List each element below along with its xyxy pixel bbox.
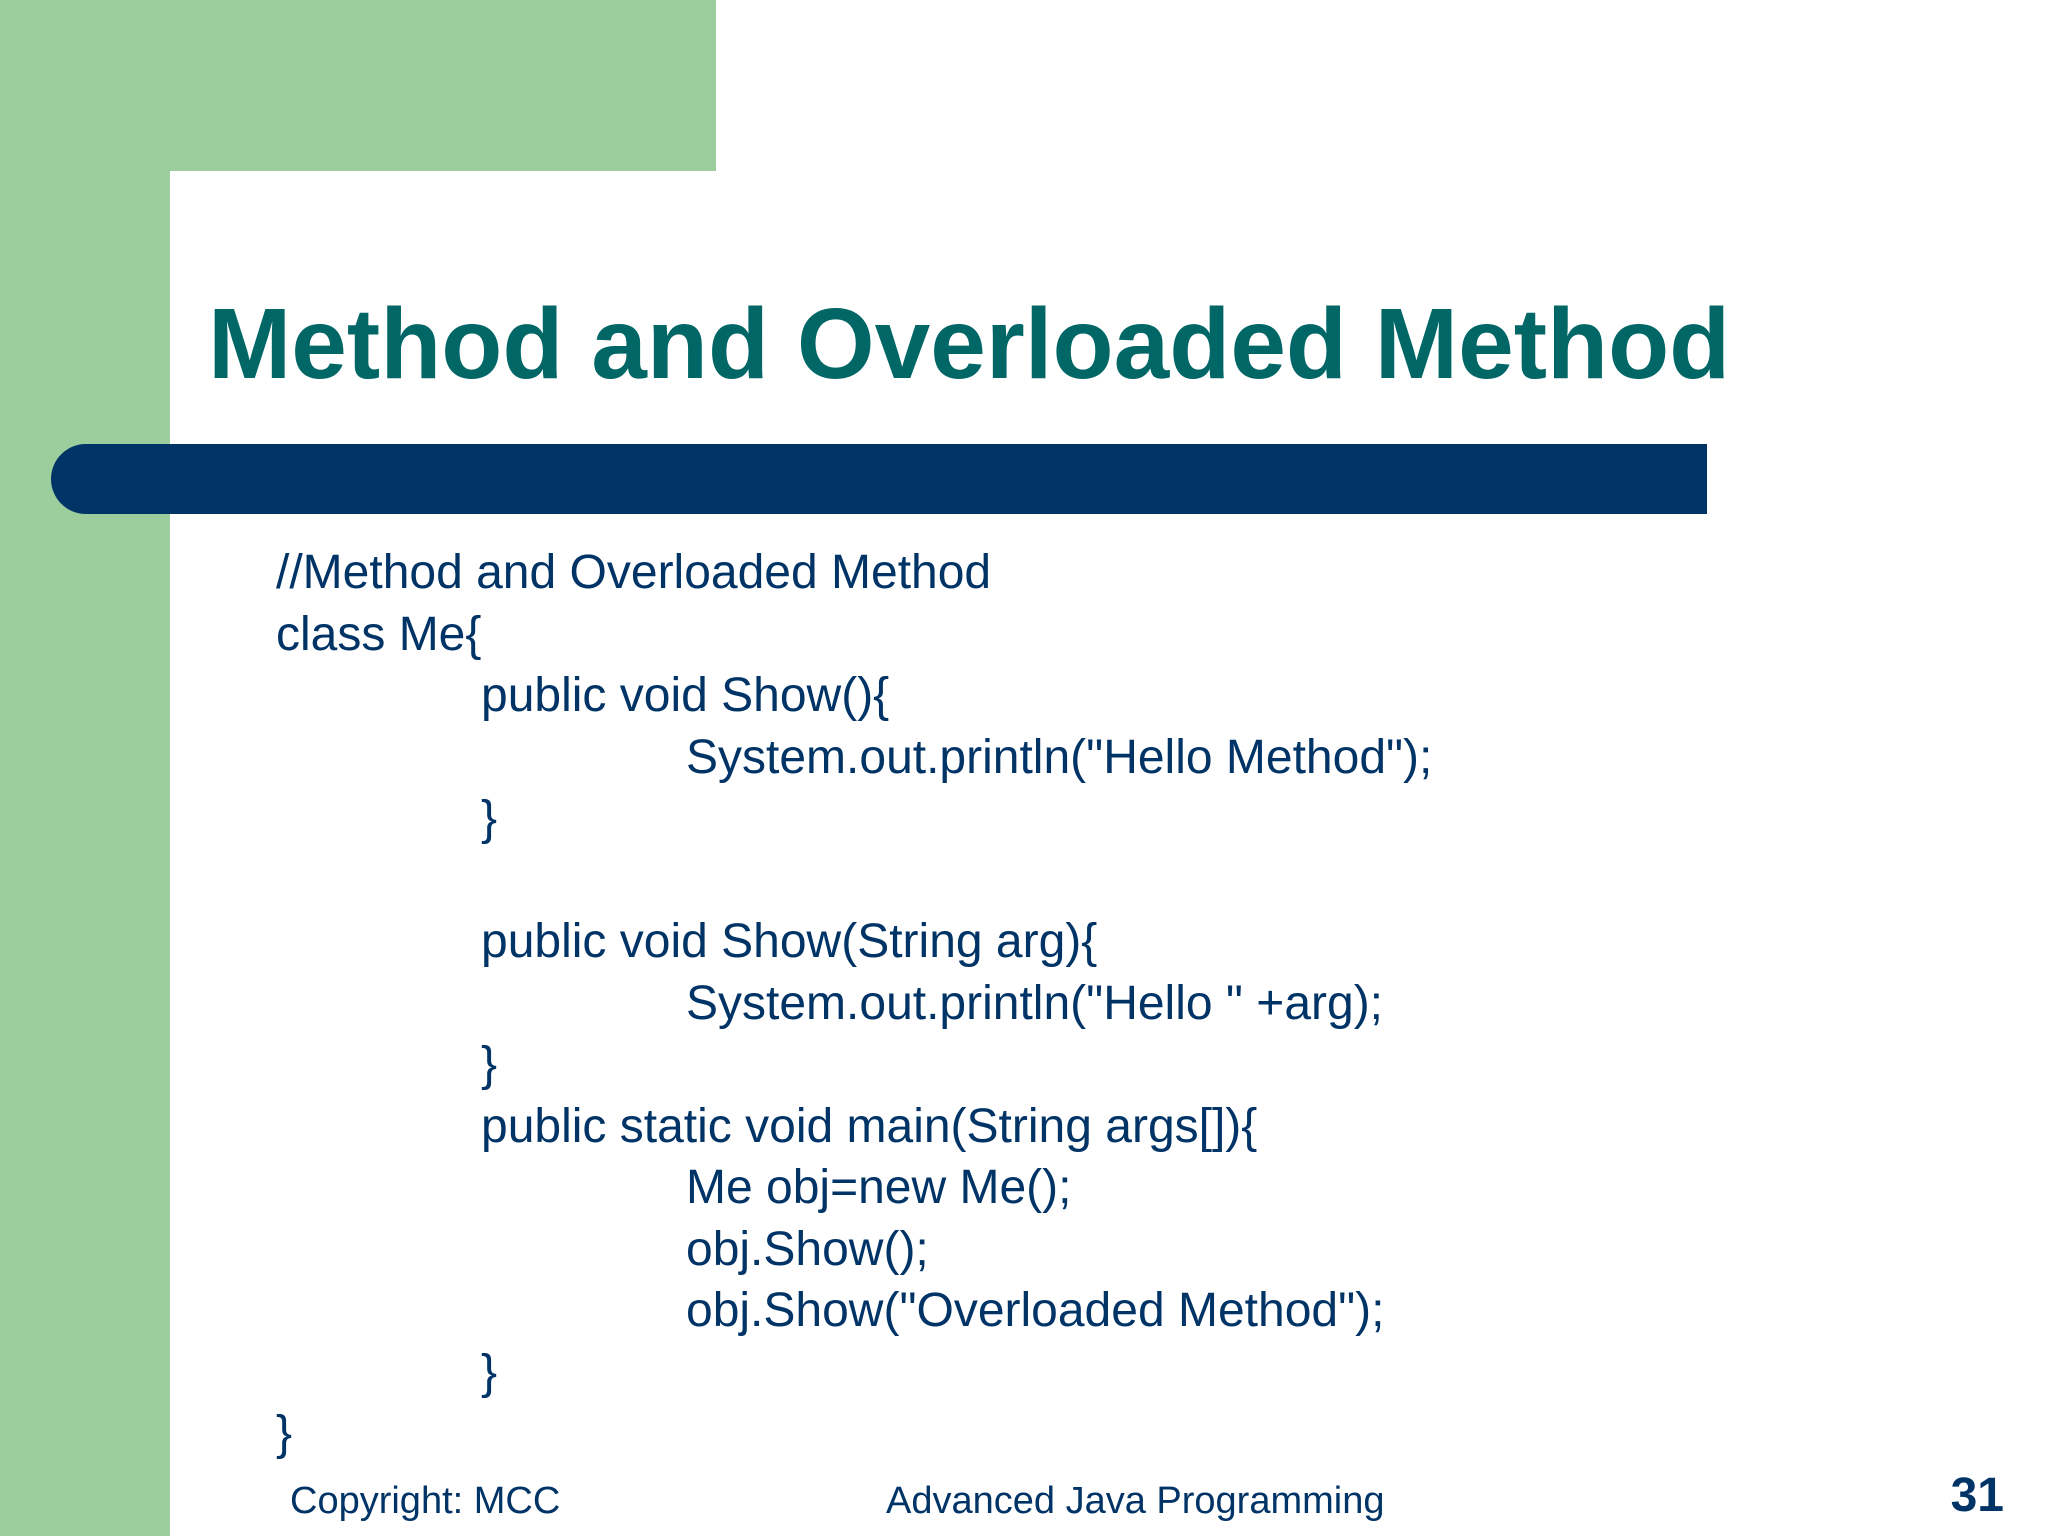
code-block (276, 542, 1432, 1465)
code-line: System.out.println("Hello Method"); (686, 730, 1433, 784)
code-line: public void Show(){ (481, 669, 890, 722)
code-line (276, 850, 1432, 912)
code-line: } (276, 1407, 293, 1460)
title-underline-bar (51, 444, 1707, 514)
footer-copyright: Copyright: MCC (290, 1480, 561, 1522)
green-header-block (0, 0, 716, 171)
code-line: System.out.println("Hello " +arg); (686, 976, 1384, 1030)
slide-title: Method and Overloaded Method (208, 288, 1731, 400)
code-line: obj.Show("Overloaded Method"); (686, 1284, 1385, 1337)
code-line: Me obj=new Me(); (686, 1161, 1072, 1214)
green-sidebar (0, 0, 170, 1536)
code-line: } (481, 792, 498, 845)
code-line: } (481, 1345, 498, 1399)
code-line: } (481, 1038, 498, 1091)
code-line: //Method and Overloaded Method (276, 546, 992, 599)
code-line: public void Show(String arg){ (481, 915, 1098, 968)
code-line: obj.Show(); (686, 1222, 929, 1276)
page-number: 31 (1950, 1469, 2004, 1522)
code-line: class Me{ (276, 607, 482, 661)
footer-course-title: Advanced Java Programming (886, 1480, 1385, 1522)
code-line: public static void main(String args[]){ (481, 1099, 1258, 1153)
